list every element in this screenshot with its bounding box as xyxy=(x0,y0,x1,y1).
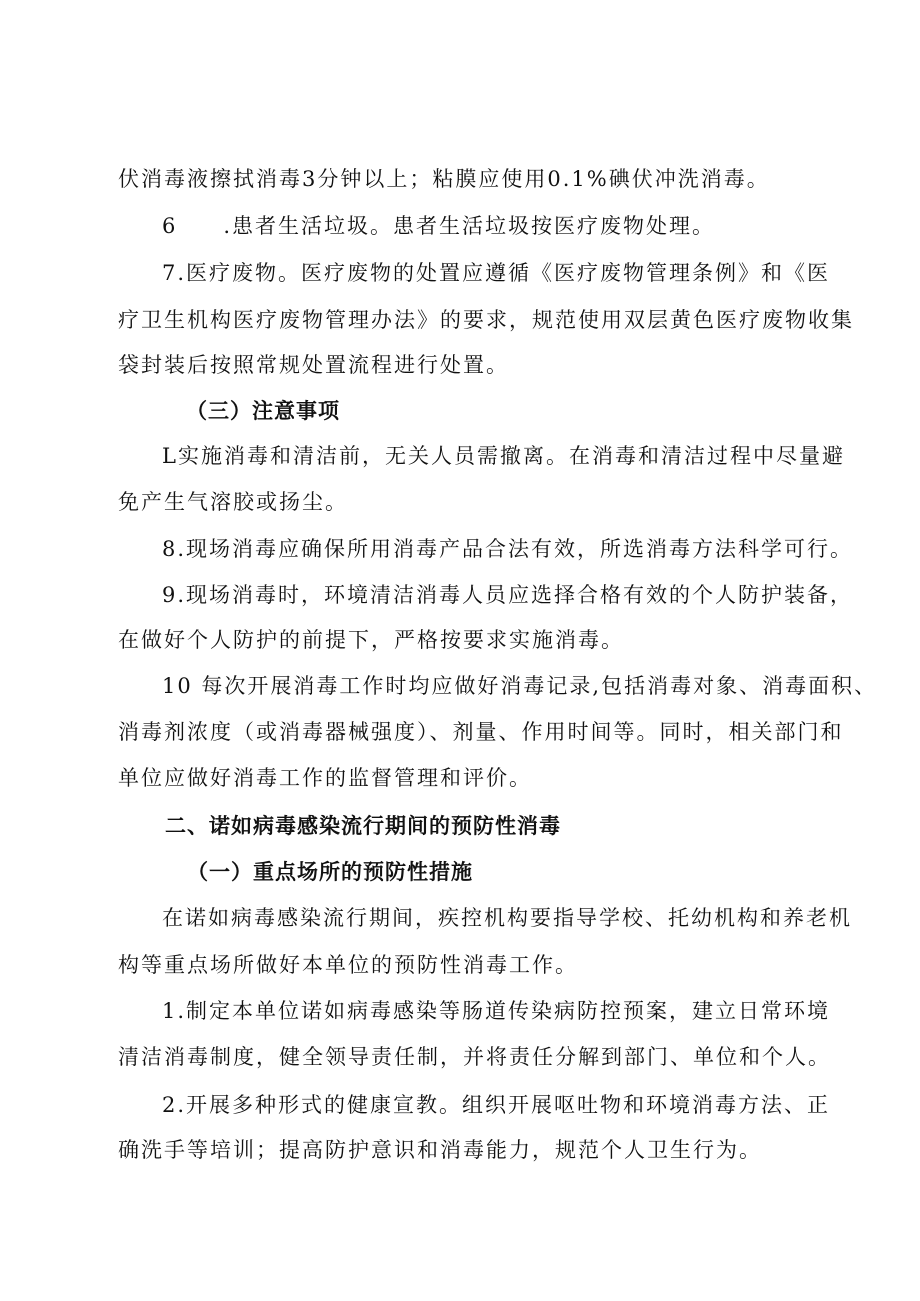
paragraph-line: 构等重点场所做好本单位的预防性消毒工作。 xyxy=(118,953,578,977)
paragraph-line: 确洗手等培训；提高防护意识和消毒能力，规范个人卫生行为。 xyxy=(118,1138,762,1162)
section-heading-notes: （三）注意事项 xyxy=(186,399,340,423)
chapter-heading: 二、诺如病毒感染流行期间的预防性消毒 xyxy=(165,814,561,838)
list-item-7-line: 7.医疗废物。医疗废物的处置应遵循《医疗废物管理条例》和《医 xyxy=(162,261,831,285)
list-item-8-line: 8.现场消毒应确保所用消毒产品合法有效，所选消毒方法科学可行。 xyxy=(162,537,854,561)
paragraph-line: 免产生气溶胶或扬尘。 xyxy=(118,490,348,514)
list-item-1-line: L实施消毒和清洁前，无关人员需撤离。在消毒和清洁过程中尽量避 xyxy=(162,444,845,468)
list-item-2-line: 2.开展多种形式的健康宣教。组织开展呕吐物和环境消毒方法、正 xyxy=(162,1093,831,1117)
section-heading-key-places: （一）重点场所的预防性措施 xyxy=(187,860,473,884)
list-item-9-line: 9.现场消毒时，环境清洁消毒人员应选择合格有效的个人防护装备， xyxy=(162,583,854,607)
paragraph-line: 伏消毒液擦拭消毒3分钟以上；粘膜应使用0.1%碘伏冲洗消毒。 xyxy=(118,167,770,191)
paragraph-line: 在诺如病毒感染流行期间，疾控机构要指导学校、托幼机构和养老机 xyxy=(162,906,852,930)
paragraph-line: 单位应做好消毒工作的监督管理和评价。 xyxy=(118,766,532,790)
paragraph-line: 疗卫生机构医疗废物管理办法》的要求，规范使用双层黄色医疗废物收集 xyxy=(118,308,854,332)
paragraph-line: 清洁消毒制度，健全领导责任制，并将责任分解到部门、单位和个人。 xyxy=(118,1045,831,1069)
paragraph-line: 在做好个人防护的前提下，严格按要求实施消毒。 xyxy=(118,628,624,652)
list-item-10-line: 10 每次开展消毒工作时均应做好消毒记录,包括消毒对象、消毒面积、 xyxy=(162,674,878,698)
paragraph-line: 消毒剂浓度（或消毒器械强度）、剂量、作用时间等。同时，相关部门和 xyxy=(118,720,844,744)
list-item-1-line: 1.制定本单位诺如病毒感染等肠道传染病防控预案，建立日常环境 xyxy=(162,999,831,1023)
list-item-6-line: 6 .患者生活垃圾。患者生活垃圾按医疗废物处理。 xyxy=(162,214,716,238)
paragraph-line: 袋封装后按照常规处置流程进行处置。 xyxy=(118,353,509,377)
